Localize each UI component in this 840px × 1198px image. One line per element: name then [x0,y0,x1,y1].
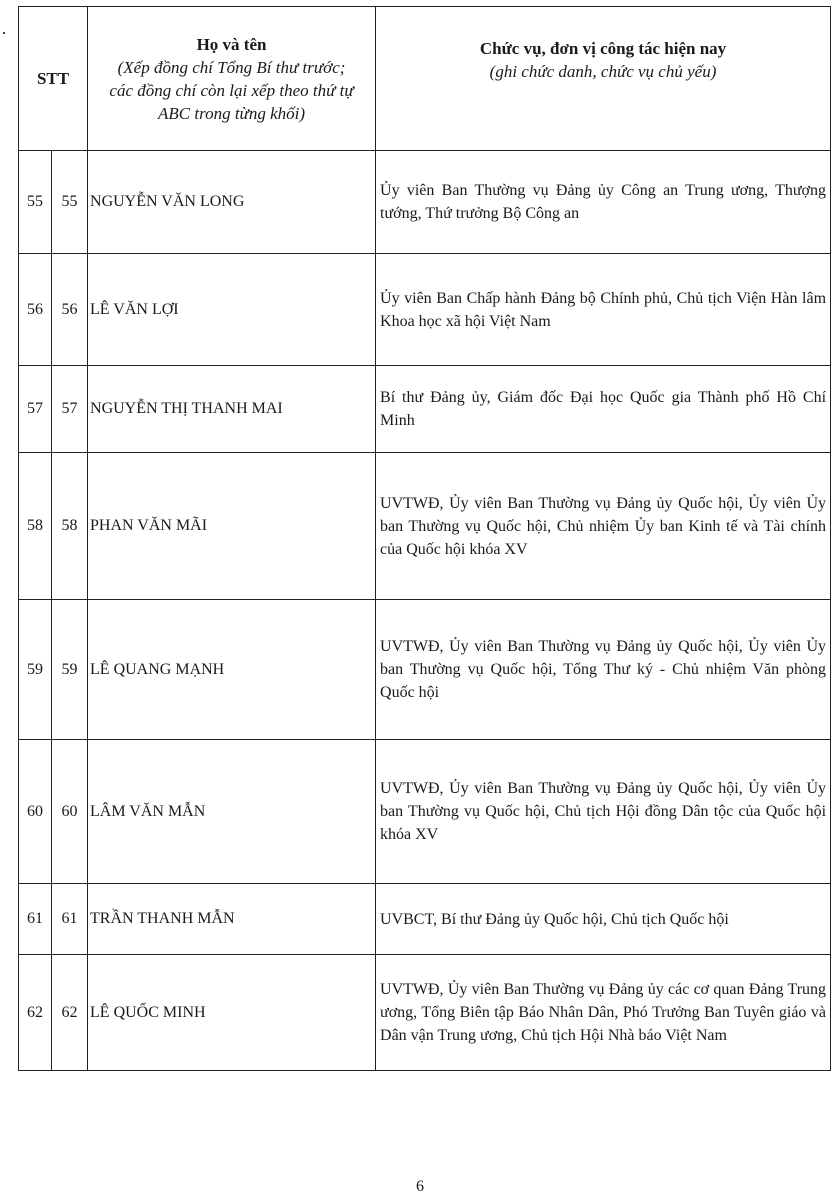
header-position [376,7,831,151]
table-row [19,884,831,955]
table-row [19,955,831,1071]
row-name: NGUYỄN THỊ THANH MAI [88,366,376,453]
table-header-row [19,7,831,151]
header-stt: STT [19,7,88,151]
row-stt: 58 [19,453,52,600]
row-order: 56 [52,254,88,366]
row-name: LÊ QUỐC MINH [88,955,376,1071]
row-order: 61 [52,884,88,955]
row-stt: 62 [19,955,52,1071]
header-name-note-line: (Xếp đồng chí Tổng Bí thư trước; [117,57,346,77]
row-position: UVTWĐ, Ủy viên Ban Thường vụ Đảng ủy Quốc hội, Ủy viên Ủy ban Thường vụ Quốc hội, Chủ tịch Hội đồng Dân tộc của Quốc hội khóa XV [376,740,831,884]
row-name: TRẦN THANH MẪN [88,884,376,955]
header-position-note: (ghi chức danh, chức vụ chủ yếu) [489,61,717,81]
row-name: NGUYỄN VĂN LONG [88,151,376,254]
row-name: LÂM VĂN MẪN [88,740,376,884]
table-row [19,600,831,740]
row-order: 59 [52,600,88,740]
header-position-title: Chức vụ, đơn vị công tác hiện nay [479,38,727,58]
row-position: UVTWĐ, Ủy viên Ban Thường vụ Đảng ủy Quốc hội, Ủy viên Ủy ban Thường vụ Quốc hội, Chủ nhiệm Ủy ban Kinh tế và Tài chính của Quốc hội khóa XV [376,453,831,600]
table-row [19,151,831,254]
row-name: LÊ VĂN LỢI [88,254,376,366]
row-position: UVBCT, Bí thư Đảng ủy Quốc hội, Chủ tịch Quốc hội [376,884,831,955]
margin-mark [3,32,5,34]
row-stt: 57 [19,366,52,453]
table-row [19,453,831,600]
row-stt: 60 [19,740,52,884]
header-name-title: Họ và tên [196,34,267,54]
row-stt: 55 [19,151,52,254]
row-position: Ủy viên Ban Thường vụ Đảng ủy Công an Trung ương, Thượng tướng, Thứ trưởng Bộ Công an [376,151,831,254]
row-order: 57 [52,366,88,453]
header-name [88,7,376,151]
page-number: 6 [416,1178,424,1195]
row-name: LÊ QUANG MẠNH [88,600,376,740]
row-stt: 61 [19,884,52,955]
row-position: UVTWĐ, Ủy viên Ban Thường vụ Đảng ủy Quốc hội, Ủy viên Ủy ban Thường vụ Quốc hội, Tổng Thư ký - Chủ nhiệm Văn phòng Quốc hội [376,600,831,740]
header-name-note-line: ABC trong từng khối) [158,103,306,123]
row-position: Ủy viên Ban Chấp hành Đảng bộ Chính phủ, Chủ tịch Viện Hàn lâm Khoa học xã hội Việt Nam [376,254,831,366]
row-name: PHAN VĂN MÃI [88,453,376,600]
row-order: 58 [52,453,88,600]
row-order: 62 [52,955,88,1071]
table-row [19,254,831,366]
row-stt: 59 [19,600,52,740]
table-row [19,740,831,884]
row-position: Bí thư Đảng ủy, Giám đốc Đại học Quốc gia Thành phố Hồ Chí Minh [376,366,831,453]
row-position: UVTWĐ, Ủy viên Ban Thường vụ Đảng ủy các cơ quan Đảng Trung ương, Tổng Biên tập Báo Nhân Dân, Phó Trưởng Ban Tuyên giáo và Dân vận Trung ương, Chủ tịch Hội Nhà báo Việt Nam [376,955,831,1071]
header-name-note-line: các đồng chí còn lại xếp theo thứ tự [109,80,354,100]
row-order: 55 [52,151,88,254]
row-stt: 56 [19,254,52,366]
candidate-table [18,6,831,1071]
row-order: 60 [52,740,88,884]
table-row [19,366,831,453]
